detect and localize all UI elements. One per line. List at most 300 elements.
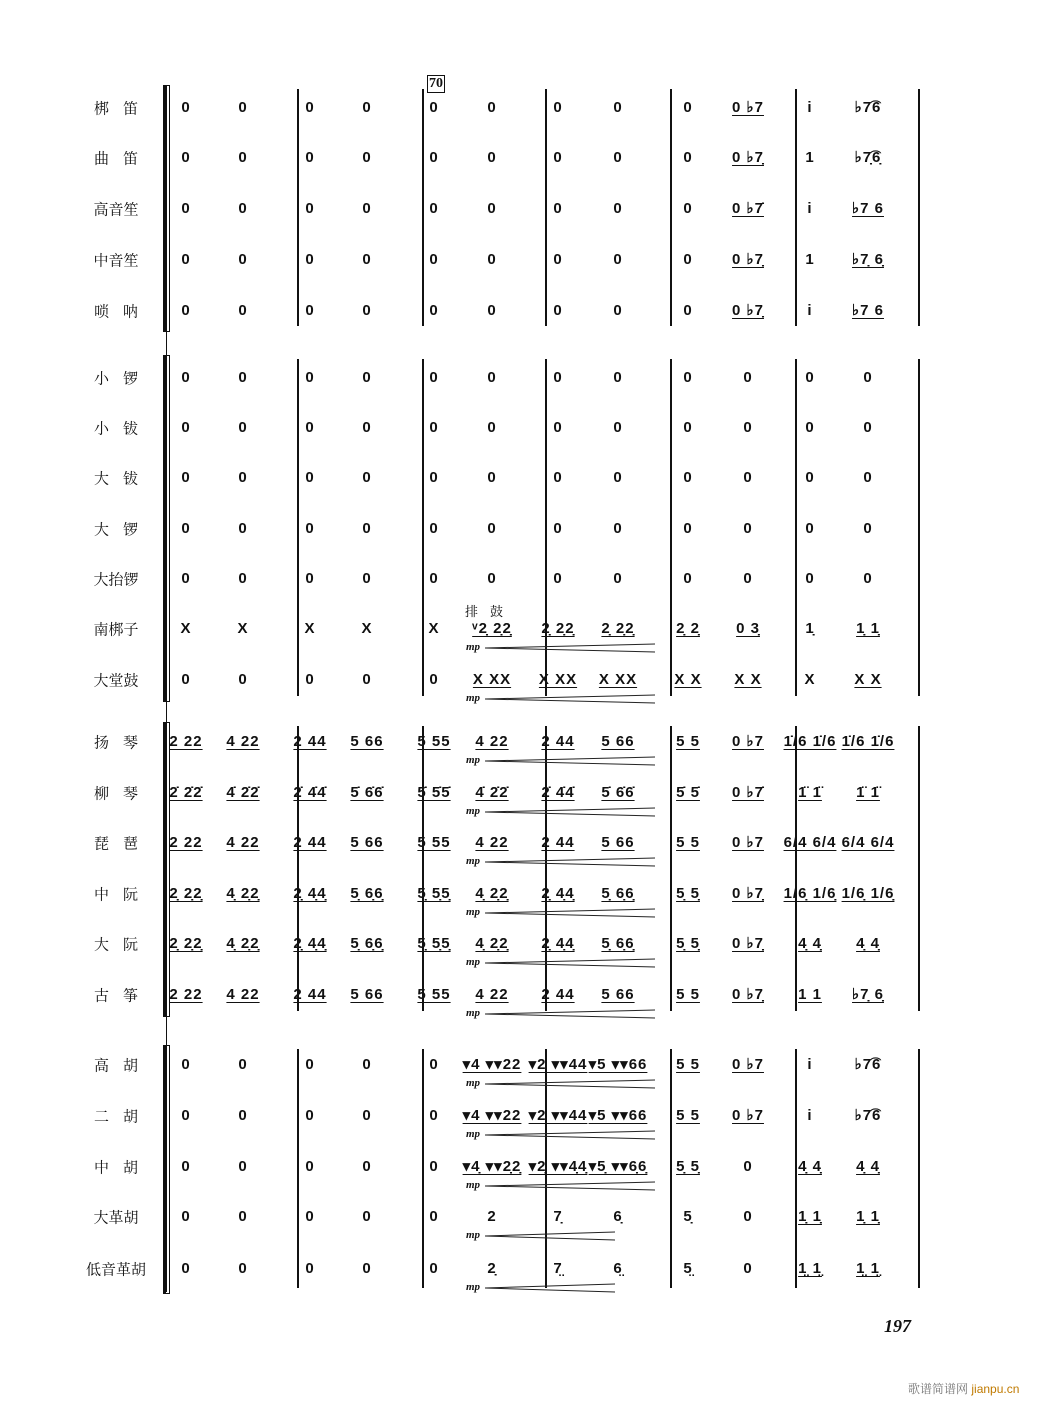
note-beat: 0 — [683, 469, 693, 486]
note-beat: 2̣ — [487, 1260, 497, 1277]
note-beat: 2̣ 2̣2̣ — [541, 620, 575, 637]
note-beat: 6̤ — [613, 1260, 623, 1277]
barline — [422, 359, 424, 696]
note-beat: 2 44 — [293, 733, 327, 750]
note-beat: 5 55 — [417, 733, 451, 750]
note-beat: 0 — [238, 1208, 248, 1225]
instrument-label: 柳琴 — [93, 784, 152, 803]
instrument-label: 高音笙 — [93, 200, 139, 219]
note-beat: 0 — [487, 419, 497, 436]
note-beat: 0 — [487, 520, 497, 537]
note-beat: 2̣ 2̣2̣ — [169, 885, 203, 902]
note-beat: 0 — [863, 419, 873, 436]
note-beat: 5̣ 6̣6̣ — [350, 885, 384, 902]
note-beat: 0 — [181, 671, 191, 688]
note-beat: 1̤ 1̤ — [856, 1260, 880, 1277]
note-beat: 4̣ 4̣ — [798, 935, 822, 952]
note-beat: 0 — [362, 1260, 372, 1277]
note-beat: 0 — [683, 520, 693, 537]
note-beat: 0 — [743, 469, 753, 486]
note-beat: 0 — [181, 251, 191, 268]
note-beat: 0 — [487, 570, 497, 587]
barline — [670, 1049, 672, 1288]
note-beat: 0 — [487, 251, 497, 268]
note-beat: 1̣ 1̣ — [856, 1208, 880, 1225]
note-beat: 0 — [362, 570, 372, 587]
note-beat: 4̣ 4̣ — [798, 1158, 822, 1175]
note-beat: 0 ♭7 — [732, 733, 764, 750]
note-beat: 5̣ 5̣ — [676, 935, 700, 952]
note-beat: 4 22 — [475, 834, 509, 851]
group-bracket-bowed-strings — [163, 1045, 170, 1294]
page-number: 197 — [884, 1316, 911, 1336]
note-beat: 2 44 — [541, 986, 575, 1003]
note-beat: 5̇ 5̇ — [676, 784, 700, 801]
note-beat: 0 — [238, 671, 248, 688]
note-beat: 1̈ 1̈ — [798, 784, 822, 801]
note-beat: X — [428, 620, 440, 637]
note-beat: 0 — [743, 520, 753, 537]
note-beat: 4̇ 2̇2̇ — [475, 784, 509, 801]
note-beat: X X — [854, 671, 882, 688]
note-beat: 0 — [553, 149, 563, 166]
note-beat: 0 — [429, 419, 439, 436]
note-beat: 0 — [553, 369, 563, 386]
note-beat: 0 — [305, 570, 315, 587]
barline — [297, 89, 299, 326]
note-beat: 0 — [429, 1056, 439, 1073]
note-beat: 0 ♭7̣ — [732, 251, 764, 268]
note-beat: 1 — [805, 149, 815, 166]
note-beat: 2̣ 2̣2̣ — [601, 620, 635, 637]
note-beat: 0 — [429, 671, 439, 688]
note-beat: ♭7̣ 6̣ — [852, 986, 884, 1003]
note-beat: 2 44 — [293, 834, 327, 851]
instrument-label: 小锣 — [93, 369, 152, 388]
note-beat: 5̣ 5̣5̣ — [417, 935, 451, 952]
note-beat: i — [807, 302, 813, 319]
group-bracket-percussion — [163, 355, 170, 702]
crescendo-hairpin — [485, 1079, 655, 1089]
crescendo-hairpin — [485, 756, 655, 766]
note-beat: 0 — [613, 99, 623, 116]
note-beat: ▾4 ▾▾22 — [462, 1107, 522, 1124]
note-beat: 0 ♭7 — [732, 834, 764, 851]
instrument-label: 小钹 — [93, 419, 152, 438]
note-beat: 0 — [362, 419, 372, 436]
note-beat: 0 — [181, 1208, 191, 1225]
note-beat: 1̣ 1̣ — [856, 620, 880, 637]
instrument-label: 中音笙 — [93, 251, 139, 270]
note-beat: 0 — [305, 1208, 315, 1225]
crescendo-hairpin — [485, 1283, 615, 1293]
note-beat: 0 — [743, 1158, 753, 1175]
note-beat: i — [807, 1056, 813, 1073]
instrument-label: 唢呐 — [93, 302, 152, 321]
note-beat: X — [180, 620, 192, 637]
dynamic-mark: mp — [466, 1007, 481, 1019]
dynamic-mark: mp — [466, 1229, 481, 1241]
note-beat: 0 — [362, 1158, 372, 1175]
barline — [795, 89, 797, 326]
note-beat: 0 — [238, 369, 248, 386]
note-beat: ▾4̣ ▾▾2̣2̣ — [462, 1158, 522, 1175]
note-beat: 0 — [362, 1056, 372, 1073]
note-beat: 5 66 — [350, 986, 384, 1003]
note-beat: 0 ♭7̇ — [732, 200, 764, 217]
note-beat: 0 — [305, 200, 315, 217]
note-beat: 0 — [683, 99, 693, 116]
note-beat: 0 — [743, 369, 753, 386]
note-beat: 5 5 — [676, 834, 700, 851]
note-beat: 0 — [362, 369, 372, 386]
note-beat: 0 — [683, 570, 693, 587]
note-beat: 1̈ 1̈ — [856, 784, 880, 801]
note-beat: 0 — [429, 1260, 439, 1277]
note-beat: i — [807, 1107, 813, 1124]
note-beat: 0 — [429, 369, 439, 386]
note-beat: 0 — [181, 520, 191, 537]
watermark — [908, 1380, 1019, 1397]
note-beat: 5̣ 6̣6̣ — [601, 885, 635, 902]
note-beat: ♭7̣͡6̣ — [854, 149, 882, 166]
note-beat: 0 — [362, 1107, 372, 1124]
note-beat: 0 — [613, 520, 623, 537]
note-beat: 0 — [181, 1158, 191, 1175]
note-beat: 0 ♭7 — [732, 1107, 764, 1124]
note-beat: 0 — [613, 149, 623, 166]
note-beat: 1 — [805, 251, 815, 268]
note-beat: ▾5 ▾▾66 — [588, 1107, 648, 1124]
note-beat: X — [361, 620, 373, 637]
note-beat: 0 — [805, 520, 815, 537]
note-beat: 0 — [305, 469, 315, 486]
note-beat: 0 — [613, 302, 623, 319]
note-beat: 0 — [683, 419, 693, 436]
note-beat: 0 — [305, 520, 315, 537]
note-beat: 4̣ 4̣ — [856, 1158, 880, 1175]
note-beat: 0 — [181, 369, 191, 386]
note-beat: 0 — [613, 369, 623, 386]
dynamic-mark: mp — [466, 906, 481, 918]
note-beat: 0 — [238, 251, 248, 268]
barline — [422, 89, 424, 326]
rehearsal-mark: 70 — [429, 76, 443, 91]
note-beat: 2 44 — [293, 986, 327, 1003]
note-beat: 0 — [181, 419, 191, 436]
note-beat: 0 — [238, 200, 248, 217]
note-beat: 2̣ 2̣ — [676, 620, 700, 637]
note-beat: 0 — [863, 369, 873, 386]
note-beat: 0 ♭7̣ — [732, 149, 764, 166]
note-beat: 5̇ 6̇6̇ — [350, 784, 384, 801]
note-beat: 0 — [305, 251, 315, 268]
section-annotation: 排鼓 — [465, 605, 516, 620]
dynamic-mark: mp — [466, 1179, 481, 1191]
note-beat: 0 — [553, 570, 563, 587]
note-beat: 2̣ 4̣4̣ — [293, 885, 327, 902]
note-beat: 0 — [613, 469, 623, 486]
note-beat: 0 — [181, 149, 191, 166]
dynamic-mark: mp — [466, 641, 481, 653]
note-beat: 1̣ — [805, 620, 815, 637]
note-beat: 0 — [553, 251, 563, 268]
note-beat: 0 — [362, 251, 372, 268]
note-beat: 0 — [429, 302, 439, 319]
note-beat: 5̣ 6̣6̣ — [350, 935, 384, 952]
note-beat: 0 — [362, 520, 372, 537]
barline — [670, 89, 672, 326]
note-beat: 0 — [362, 469, 372, 486]
dynamic-mark: mp — [466, 1077, 481, 1089]
crescendo-hairpin — [485, 643, 655, 653]
barline — [670, 359, 672, 696]
note-beat: ᵛ2̣ 2̣2̣ — [472, 620, 512, 637]
barline — [297, 1049, 299, 1288]
note-beat: 0 — [487, 99, 497, 116]
note-beat: ▾4 ▾▾22 — [462, 1056, 522, 1073]
note-beat: 0 — [805, 419, 815, 436]
note-beat: 5 66 — [350, 834, 384, 851]
note-beat: 2̣ 4̣4̣ — [541, 885, 575, 902]
note-beat: 0 — [553, 99, 563, 116]
note-beat: 0 — [181, 302, 191, 319]
crescendo-hairpin — [485, 1231, 615, 1241]
dynamic-mark: mp — [466, 1281, 481, 1293]
note-beat: ♭7 6 — [852, 302, 884, 319]
note-beat: 0 — [362, 1208, 372, 1225]
note-beat: 2 22 — [169, 733, 203, 750]
dynamic-mark: mp — [466, 805, 481, 817]
note-beat: 0 — [553, 469, 563, 486]
note-beat: 2 22 — [169, 986, 203, 1003]
group-bracket-plucked-strings — [163, 722, 170, 1017]
note-beat: 6/4 6/4 — [841, 834, 895, 851]
instrument-label: 二胡 — [93, 1107, 152, 1126]
note-beat: 2̇ 4̇4̇ — [293, 784, 327, 801]
dynamic-mark: mp — [466, 855, 481, 867]
note-beat: 0 — [683, 200, 693, 217]
note-beat: 0 — [429, 1158, 439, 1175]
note-beat: 0 ♭7̇ — [732, 784, 764, 801]
note-beat: 0 — [238, 570, 248, 587]
note-beat: 0 — [805, 369, 815, 386]
note-beat: ♭7͡6 — [854, 1056, 882, 1073]
note-beat: 0 — [362, 149, 372, 166]
note-beat: 0 — [362, 200, 372, 217]
note-beat: 0 — [613, 251, 623, 268]
note-beat: 1̣ 1̣ — [798, 1208, 822, 1225]
note-beat: 0 3̣ — [736, 620, 760, 637]
note-beat: 1̤ 1̤ — [798, 1260, 822, 1277]
note-beat: 1 1 — [798, 986, 822, 1003]
note-beat: 0 — [553, 419, 563, 436]
note-beat: 0 — [305, 99, 315, 116]
note-beat: 0 — [181, 200, 191, 217]
note-beat: 0 — [863, 520, 873, 537]
note-beat: ▾2 ▾▾44 — [528, 1056, 588, 1073]
barline — [422, 726, 424, 1011]
note-beat: 2 44 — [541, 733, 575, 750]
crescendo-hairpin — [485, 908, 655, 918]
note-beat: i — [807, 200, 813, 217]
note-beat: ♭7͡6 — [854, 99, 882, 116]
dynamic-mark: mp — [466, 956, 481, 968]
note-beat: i — [807, 99, 813, 116]
note-beat: 0 — [429, 200, 439, 217]
instrument-label: 低音革胡 — [85, 1260, 146, 1279]
note-beat: 4̣ 2̣2̣ — [226, 885, 260, 902]
note-beat: 0 — [683, 149, 693, 166]
note-beat: 0 — [429, 520, 439, 537]
note-beat: 0 — [553, 200, 563, 217]
barline — [297, 726, 299, 1011]
note-beat: 0 — [683, 251, 693, 268]
note-beat: 2̣ 4̣4̣ — [293, 935, 327, 952]
dynamic-mark: mp — [466, 1128, 481, 1140]
note-beat: 6̣ — [613, 1208, 623, 1225]
note-beat: 0 — [429, 570, 439, 587]
crescendo-hairpin — [485, 1009, 655, 1019]
barline — [545, 89, 547, 326]
note-beat: 0 — [305, 302, 315, 319]
instrument-label: 大堂鼓 — [93, 671, 139, 690]
instrument-label: 高胡 — [93, 1056, 152, 1075]
note-beat: 2 22 — [169, 834, 203, 851]
note-beat: 0 — [863, 570, 873, 587]
note-beat: 5̣ — [683, 1208, 693, 1225]
note-beat: 7̤ — [553, 1260, 563, 1277]
note-beat: 0 — [553, 520, 563, 537]
note-beat: 0 ♭7 — [732, 99, 764, 116]
watermark-url: jianpu.cn — [971, 1382, 1020, 1396]
barline — [297, 359, 299, 696]
note-beat: 0 — [429, 469, 439, 486]
instrument-label: 琵琶 — [93, 834, 152, 853]
instrument-label: 南梆子 — [93, 620, 139, 639]
instrument-label: 古筝 — [93, 986, 152, 1005]
note-beat: 0 — [487, 469, 497, 486]
note-beat: ▾5 ▾▾66 — [588, 1056, 648, 1073]
note-beat: 2 44 — [541, 834, 575, 851]
note-beat: 0 — [743, 419, 753, 436]
note-beat: 0 — [305, 419, 315, 436]
crescendo-hairpin — [485, 694, 655, 704]
note-beat: X — [237, 620, 249, 637]
barline — [918, 359, 920, 696]
note-beat: 0 — [238, 419, 248, 436]
instrument-label: 中胡 — [93, 1158, 152, 1177]
note-beat: X — [304, 620, 316, 637]
note-beat: 0 — [429, 149, 439, 166]
crescendo-hairpin — [485, 1181, 655, 1191]
note-beat: X X — [734, 671, 762, 688]
barline — [795, 359, 797, 696]
note-beat: 4 22 — [226, 834, 260, 851]
note-beat: 1/6̣ 1/6̣ — [841, 885, 895, 902]
note-beat: 5 55 — [417, 834, 451, 851]
barline — [422, 1049, 424, 1288]
note-beat: X — [804, 671, 816, 688]
note-beat: 0 — [181, 570, 191, 587]
note-beat: 0 — [181, 99, 191, 116]
note-beat: 0 — [181, 1260, 191, 1277]
note-beat: 0 — [805, 570, 815, 587]
note-beat: 5̇ 6̇6̇ — [601, 784, 635, 801]
instrument-label: 大革胡 — [93, 1208, 139, 1227]
note-beat: 0 — [238, 99, 248, 116]
note-beat: 0 — [487, 302, 497, 319]
note-beat: 4̣ 4̣ — [856, 935, 880, 952]
crescendo-hairpin — [485, 857, 655, 867]
note-beat: 5 66 — [350, 733, 384, 750]
instrument-label: 大钹 — [93, 469, 152, 488]
note-beat: 5̣ 5̣5̣ — [417, 885, 451, 902]
note-beat: 5 66 — [601, 733, 635, 750]
note-beat: 0 — [683, 302, 693, 319]
instrument-label: 大锣 — [93, 520, 152, 539]
note-beat: 5 5 — [676, 1056, 700, 1073]
note-beat: 0 — [613, 570, 623, 587]
note-beat: 4̣ 2̣2̣ — [475, 935, 509, 952]
note-beat: 0 — [305, 1158, 315, 1175]
note-beat: 0 — [362, 671, 372, 688]
crescendo-hairpin — [485, 1130, 655, 1140]
note-beat: 0 — [238, 469, 248, 486]
note-beat: 6/4 6/4 — [783, 834, 837, 851]
note-beat: 0 — [181, 469, 191, 486]
note-beat: 0 — [429, 1107, 439, 1124]
note-beat: 5 5 — [676, 733, 700, 750]
barline — [795, 1049, 797, 1288]
note-beat: 7̣ — [553, 1208, 563, 1225]
note-beat: 4 22 — [475, 733, 509, 750]
note-beat: 2̇ 4̇4̇ — [541, 784, 575, 801]
note-beat: 0 — [487, 200, 497, 217]
note-beat: 0 — [238, 1260, 248, 1277]
note-beat: 5̣ 5̣ — [676, 1158, 700, 1175]
note-beat: 0 ♭7̣ — [732, 885, 764, 902]
note-beat: 0 — [238, 302, 248, 319]
note-beat: X XX — [472, 671, 512, 688]
note-beat: 0 — [305, 149, 315, 166]
watermark-cn: 歌谱简谱网 — [908, 1382, 969, 1396]
note-beat: 4̣ 2̣2̣ — [475, 885, 509, 902]
barline — [670, 726, 672, 1011]
note-beat: 0 — [553, 302, 563, 319]
note-beat: 5 66 — [601, 834, 635, 851]
dynamic-mark: mp — [466, 692, 481, 704]
note-beat: 1̇/6 1̇/6 — [783, 733, 837, 750]
dynamic-mark: mp — [466, 754, 481, 766]
note-beat: 0 — [305, 1107, 315, 1124]
note-beat: 0 — [743, 570, 753, 587]
note-beat: 0 — [305, 1056, 315, 1073]
note-beat: 1/6̣ 1/6̣ — [783, 885, 837, 902]
note-beat: 0 — [743, 1260, 753, 1277]
instrument-label: 中阮 — [93, 885, 152, 904]
note-beat: 5 5 — [676, 1107, 700, 1124]
note-beat: 2 — [487, 1208, 497, 1225]
note-beat: 0 — [305, 671, 315, 688]
note-beat: 0 — [613, 200, 623, 217]
note-beat: 5̇ 5̇5̇ — [417, 784, 451, 801]
instrument-label: 梆笛 — [93, 99, 152, 118]
group-bracket-winds — [163, 85, 170, 332]
note-beat: X X — [674, 671, 702, 688]
note-beat: 4 22 — [475, 986, 509, 1003]
note-beat: 1̇/6 1̇/6 — [841, 733, 895, 750]
